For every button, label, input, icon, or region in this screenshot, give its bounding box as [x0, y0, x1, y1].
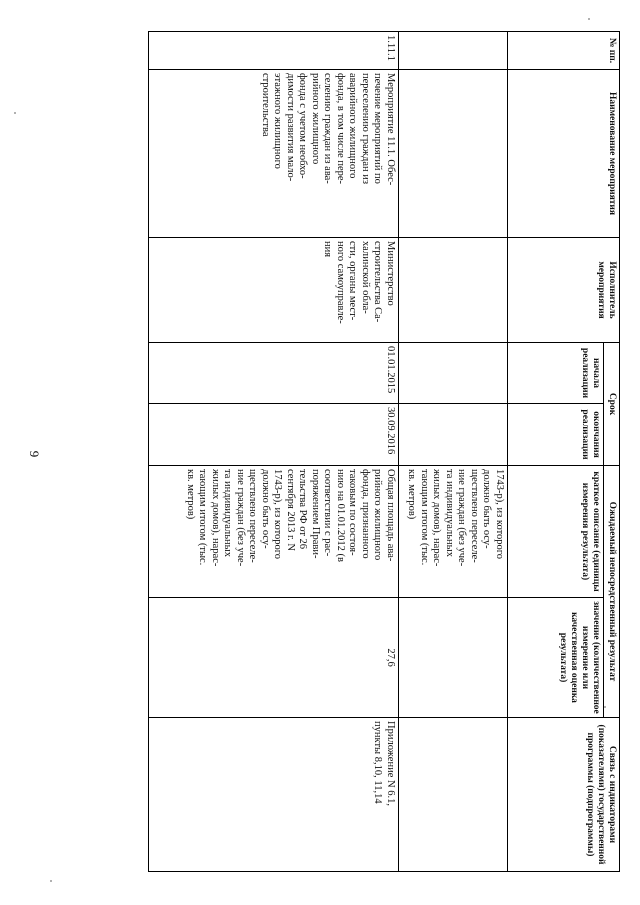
cell-executor: Министерство строительства Са- халинской обла- сти, органы мест- ного самоуправле- ния [149, 238, 399, 343]
cell-no: 1.11.1 [149, 32, 399, 70]
table-row [149, 32, 399, 872]
cell-executor [399, 238, 508, 343]
scan-speck [14, 112, 16, 114]
header-value: значение (количественное измерение или качественная оценка результата) [508, 598, 604, 718]
cell-start: 01.01.2015 [149, 343, 399, 404]
cell-name [399, 70, 508, 238]
cell-value: 27,6 [149, 598, 399, 718]
header-executor: Исполнитель мероприятия [508, 238, 620, 343]
header-end: окончания реализации [508, 404, 604, 466]
header-brief: краткое описание (единицы измерения результата) [508, 466, 604, 598]
header-name: Наименование мероприятия [508, 70, 620, 238]
header-expected: Ожидаемый непосредственный результат [604, 466, 620, 718]
cell-end [399, 404, 508, 466]
cell-name: Мероприятие 11.1. Обес- печение мероприятий по переселению граждан из аварийного жилищного фонда, в том числе пере- селению граждан из ава- рийного жилищного фонда с учетом необхо- димости развития мало- этажного жилищного строительства [149, 70, 399, 238]
header-start: начала реализации [508, 343, 604, 404]
document-sheet [87, 31, 620, 871]
cell-value [399, 598, 508, 718]
table-row [399, 32, 508, 872]
cell-no [399, 32, 508, 70]
measures-table [148, 31, 620, 872]
scan-speck [604, 706, 606, 708]
header-row-1 [604, 32, 620, 872]
cell-start [399, 343, 508, 404]
page-number: 9 [27, 450, 42, 458]
cell-end: 30.09.2016 [149, 404, 399, 466]
rotated-table-wrapper [87, 31, 620, 871]
cell-link [399, 718, 508, 872]
header-no: № пп. [508, 32, 620, 70]
cell-brief: Общая площадь ава- рийного жилищного фонда, признанного таковым по состоя- нию на 01.01.2012 (в соответствии с рас- поряжением Прави- тельства РФ от 26 сентября 2013 г. N 1743-р), из которого должно быть осу- ществлено переселе- ние граждан (без уче- та индивидуальных жилых домов), нарас- тающим итогом (тыс. кв. метров) [149, 466, 399, 598]
scan-speck [588, 18, 590, 20]
cell-link: Приложение N 6.1, пункты 8,10, 11,14 [149, 718, 399, 872]
scan-speck [50, 880, 52, 882]
header-term: Срок [604, 343, 620, 466]
header-link: Связь с индикаторами (показателями) государственной программы (подпрограммы) [508, 718, 620, 872]
cell-brief: 1743-р), из которого должно быть осу- ществлено переселе- ние граждан (без уче- та индивидуальных жилых домов), нарас- тающим итогом (тыс. кв. метров) [399, 466, 508, 598]
